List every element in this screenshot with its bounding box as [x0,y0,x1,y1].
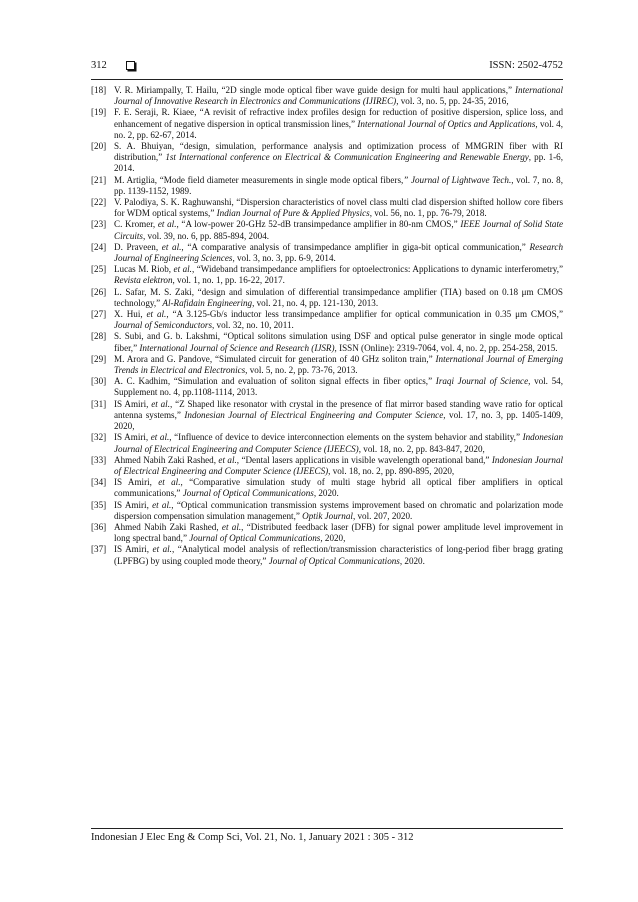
reference-list [91,85,563,567]
reference-source: et al. [218,454,237,465]
reference-number: [25] [91,264,107,275]
square-bullet-icon [126,61,135,70]
reference-item [91,376,563,398]
reference-text: , “A low-power 20-GHz 52-dB transimpedance amplifier in 80-nm CMOS,” [176,219,461,230]
reference-text: Ahmed Nabih Zaki Rashed, [114,454,219,465]
reference-text: , 2020. [313,488,339,499]
reference-text: M. Artiglia, “Mode field diameter measurements in single mode optical fibers [114,174,401,185]
reference-text: V. R. Miriampally, T. Hailu, “2D single mode optical fiber wave guide design for multi haul applications,” [114,85,515,95]
reference-text: , vol. 56, no. 1, pp. 76-79, 2018. [369,208,487,219]
reference-number: [33] [91,454,107,465]
reference-number: [22] [91,197,107,208]
reference-source: et al. [173,264,192,275]
reference-text: , vol. 18, no. 2, pp. 890-895, 2020, [328,465,455,476]
reference-number: [19] [91,107,107,118]
reference-source: International Journal of Optics and Applications [357,118,536,129]
reference-number: [36] [91,521,107,532]
reference-source: ,” Journal of Lightwave Tech. [401,174,512,185]
reference-item [91,141,563,175]
page-number: 312 [91,60,107,71]
page-footer: Indonesian J Elec Eng & Comp Sci, Vol. 21, No. 1, January 2021 : 305 - 312 [91,832,414,843]
reference-text: , vol. 4, no. 2, pp. 62-67, 2014. [114,118,563,140]
reference-text: , vol. 1, no. 1, pp. 16-22, 2017. [172,275,285,286]
reference-source: et al. [221,521,242,532]
reference-source: International Journal of Emerging Trends in Electrical and Electronics [114,353,563,376]
reference-item [91,544,563,566]
reference-text: M. Arora and G. Pandove, “Simulated circuit for generation of 40 GHz soliton train,” [114,353,436,364]
reference-text: IS Amiri, [114,499,153,510]
reference-item [91,219,563,241]
reference-number: [32] [91,432,107,443]
reference-number: [31] [91,398,107,409]
reference-text: , “Analytical model analysis of reflection/transmission characteristics of long-period fiber bragg grating (LPFBG) by using coupled mode theory,” [114,544,563,566]
reference-item [91,522,563,544]
reference-item [91,354,563,376]
reference-text: , vol. 54, Supplement no. 4, pp.1108-1114, 2013. [114,376,563,398]
reference-number: [29] [91,353,107,364]
reference-text: , “Comparative simulation study of multi stage hybrid all optical fiber amplifiers in optical communications,” [114,477,563,499]
reference-source: Optik Journal [302,510,353,521]
reference-text: IS Amiri, [114,477,159,488]
reference-number: [35] [91,499,107,510]
reference-source: Journal of Optical Communications [189,533,321,544]
reference-item [91,264,563,286]
reference-source: Indian Journal of Pure & Applied Physics [216,208,370,219]
reference-source: Revista elektron [114,275,173,286]
reference-text: , “Wideband transimpedance amplifiers for optoelectronics: Applications to dynamic interferometry,” [191,264,564,275]
reference-item [91,197,563,219]
reference-source: Al-Rafidain Engineering [162,297,253,308]
header-divider [91,79,563,80]
reference-text: , pp. 1-6, 2014. [114,152,563,174]
reference-item [91,309,563,331]
reference-text: , 2020, [320,533,346,544]
reference-item [91,399,563,433]
reference-source: Journal of Optical Communications [182,488,314,499]
reference-text: , “Z Shaped like resonator with crystal in the presence of flat mirror based standing wave ratio for optical antenna systems,” [114,398,563,420]
issn-label: ISSN: 2502-4752 [489,60,563,71]
reference-number: [37] [91,544,107,555]
reference-text: , “Optical communication transmission systems improvement based on chromatic and polarization mode dispersion compensation simulation management,” [114,499,563,521]
reference-text: , vol. 7, no. 8, pp. 1139-1152, 1989. [114,174,563,196]
reference-source: Iraqi Journal of Science [435,376,529,387]
reference-item [91,242,563,264]
footer-divider [91,828,563,829]
reference-text: ISSN (Online): 2319-7064, vol. 4, no. 2, pp. 254-258, 2015. [336,342,558,353]
reference-source: Indonesian Journal of Electrical Engineering and Computer Science [184,409,444,420]
reference-source: et al. [151,398,170,409]
reference-text: , vol. 32, no. 10, 2011. [212,320,294,331]
reference-text: , vol. 207, 2020. [352,510,413,521]
reference-text: S. Subi, and G. b. Lakshmi, “Optical solitons simulation using DSF and optical pulse generator in single mode optical fiber,” [114,331,563,353]
reference-item [91,287,563,309]
reference-source: Journal of Optical Communications [268,555,400,566]
reference-item [91,477,563,499]
reference-source: 1st International conference on Electrical & Communication Engineering and Renewable Energy [165,152,529,163]
reference-text: , vol. 21, no. 4, pp. 121-130, 2013. [252,297,379,308]
reference-text: L. Safar, M. S. Zaki, “design and simulation of differential transimpedance amplifier (TIA) based on 0.18 μm CMOS technology,” [114,286,563,308]
reference-number: [34] [91,477,107,488]
reference-text: V. Palodiya, S. K. Raghuwanshi, “Dispersion characteristics of novel class multi clad dispersion shifted hollow core fibers for WDM optical systems,” [114,197,563,219]
reference-number: [28] [91,331,107,342]
reference-text: A. C. Kadhim, “Simulation and evaluation of soliton signal effects in fiber optics,” [114,376,436,387]
reference-item [91,107,563,141]
reference-text: , “A comparative analysis of transimpedance amplifier in giga-bit optical communication,” [181,241,530,252]
reference-text: C. Kromer, [114,219,158,230]
reference-text: , vol. 3, no. 5, pp. 24-35, 2016, [396,96,509,107]
reference-number: [20] [91,141,107,152]
reference-source: Indonesian Journal of Electrical Engineering and Computer Science (IJEECS) [114,432,563,454]
reference-number: [18] [91,85,107,95]
reference-text: IS Amiri, [114,544,153,555]
reference-text: , “Dental lasers applications in visible wavelength operational band,” [236,454,492,465]
reference-number: [21] [91,174,107,185]
reference-item [91,500,563,522]
reference-source: et al. [158,477,181,488]
reference-item [91,175,563,197]
reference-text: , vol. 39, no. 6, pp. 885-894, 2004. [142,230,270,241]
reference-text: , “Distributed feedback laser (DFB) for signal power amplitude level improvement in long spectral band,” [114,521,564,544]
reference-text: X. Hui, [114,309,147,320]
reference-text: , vol. 5, no. 2, pp. 73-76, 2013. [245,365,358,376]
reference-item [91,331,563,353]
reference-source: Research Journal of Engineering Sciences [114,241,564,264]
reference-text: S. A. Bhuiyan, “design, simulation, performance analysis and optimization process of MMGRIN fiber with RI distribution,” [114,141,563,163]
reference-item [91,455,563,477]
reference-source: et al. [152,499,172,510]
reference-text: , vol. 3, no. 3, pp. 6-9, 2014. [232,253,336,264]
reference-source: IEEE Journal of Solid State Circuits [114,219,564,241]
reference-source: et al. [161,241,182,252]
reference-text: IS Amiri, [114,398,152,409]
reference-text: , “Influence of device to device interconnection elements on the system behavior and stability,” [169,432,523,443]
reference-text: , vol. 17, no. 3, pp. 1405-1409, 2020, [114,409,564,432]
reference-number: [30] [91,376,107,387]
reference-source: International Journal of Innovative Research in Electronics and Communications (IJIREC) [114,85,563,107]
reference-text: , 2020. [399,555,425,566]
reference-item [91,85,563,107]
reference-source: et al. [152,544,172,555]
reference-text: , vol. 18, no. 2, pp. 843-847, 2020, [358,443,485,454]
reference-source: et al. [150,432,170,443]
reference-text: F. E. Seraji, R. Kiaee, “A revisit of refractive index profiles design for reduction of positive dispersion, splice loss, and enhancement of negative dispersion in optical transmission lines,” [114,107,563,129]
page-header [91,60,563,74]
reference-source: Indonesian Journal of Electrical Engineering and Computer Science (IJEECS) [114,454,564,476]
reference-text: Lucas M. Riob, [114,264,174,275]
reference-source: et al. [146,309,167,320]
reference-text: , “A 3.125-Gb/s inductor less transimpedance amplifier for optical communication in 0.35 μm CMOS,” [166,309,563,320]
reference-text: Ahmed Nabih Zaki Rashed, [114,521,222,532]
reference-text: IS Amiri, [114,432,151,443]
reference-item [91,432,563,454]
reference-number: [23] [91,219,107,230]
reference-number: [27] [91,309,107,320]
reference-source: Journal of Semiconductors [114,320,212,331]
reference-number: [26] [91,286,107,297]
reference-source: et al. [157,219,177,230]
reference-text: D. Praveen, [114,241,162,252]
reference-number: [24] [91,241,107,252]
reference-source: International Journal of Science and Research (IJSR), [139,342,337,353]
